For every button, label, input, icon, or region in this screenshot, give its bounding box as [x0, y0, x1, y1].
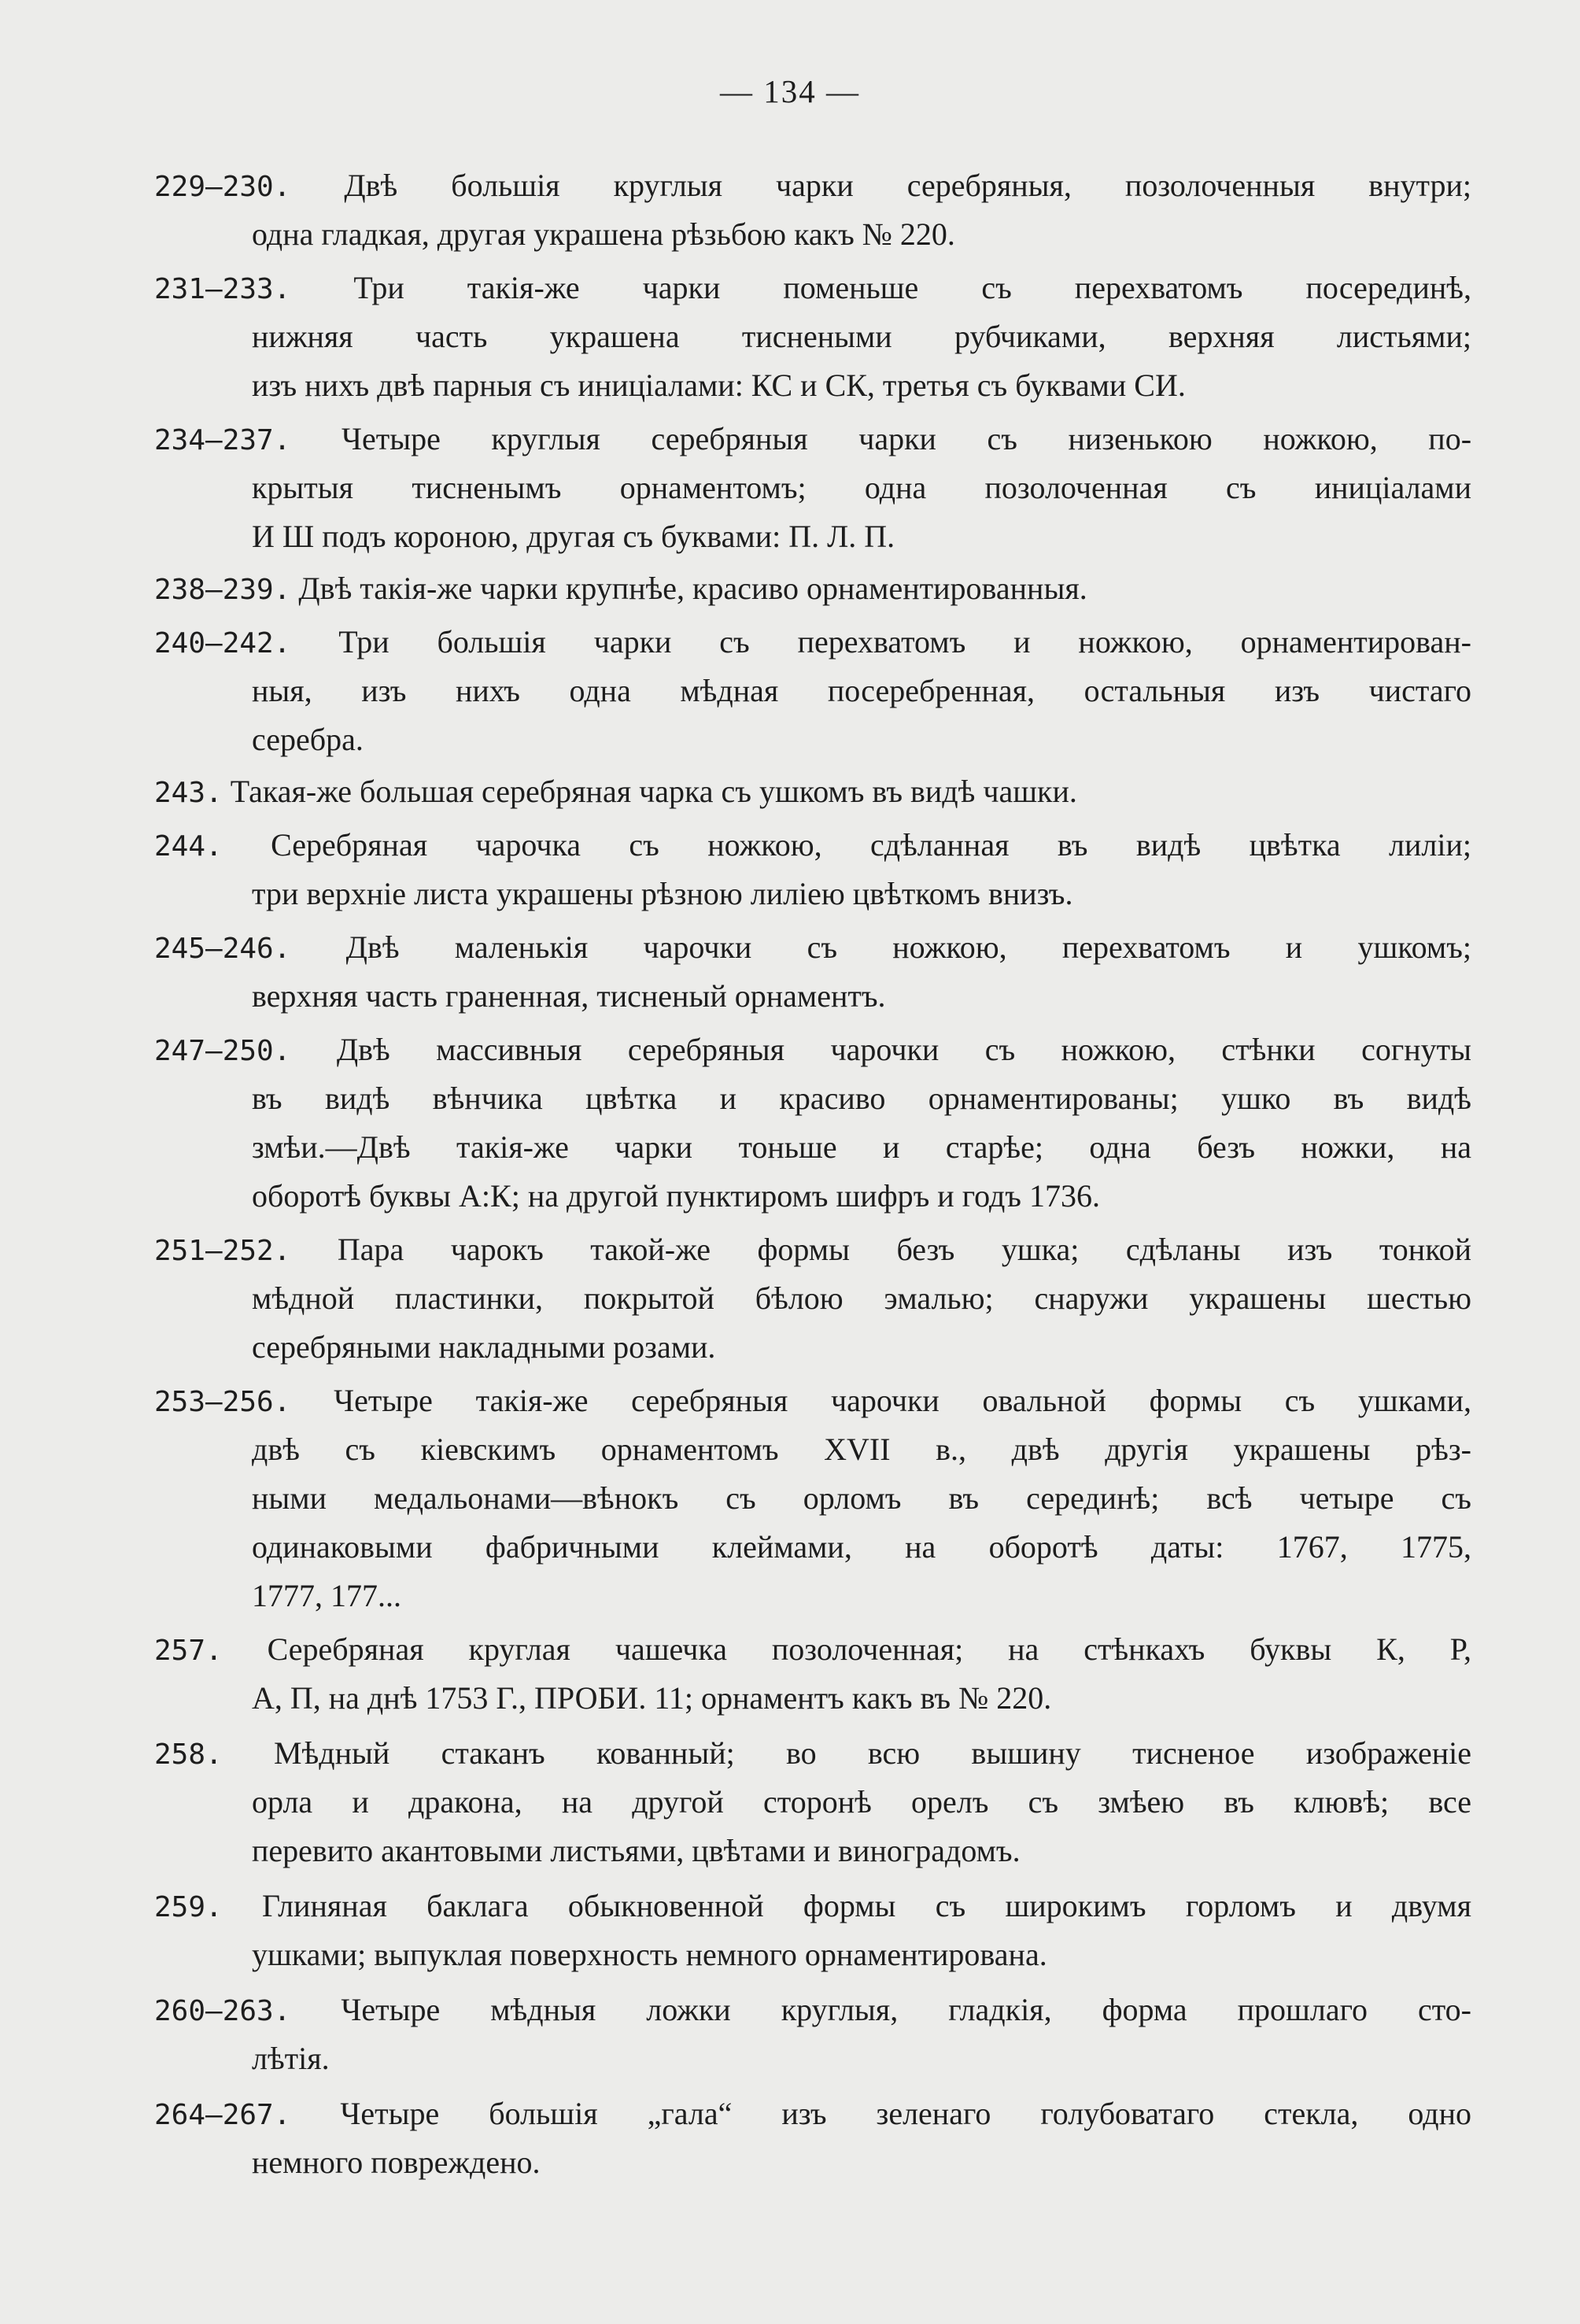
entry-line: верхняя часть граненная, тисненый орнаментъ. — [252, 978, 886, 1014]
entry-number: 243. — [154, 777, 223, 809]
catalog-entry — [154, 1225, 1471, 1372]
entry-first-line — [154, 1025, 1471, 1074]
entry-number: 257. — [154, 1635, 223, 1667]
entry-number: 245—246. — [154, 933, 291, 965]
entry-number: 253—256. — [154, 1386, 291, 1418]
catalog-entry — [154, 923, 1471, 1021]
entry-line: змѣи.—Двѣ такія-же чарки тоньше и старѣе; одна безъ ножки, на — [252, 1129, 1471, 1165]
entry-first-line — [154, 1625, 1471, 1674]
catalog-entry — [154, 1986, 1471, 2083]
entry-line: перевито акантовыми листьями, цвѣтами и виноградомъ. — [252, 1833, 1021, 1868]
entry-line: ушками; выпуклая поверхность немного орнаментирована. — [252, 1937, 1047, 1972]
entry-line: три верхніе листа украшены рѣзною лиліею цвѣткомъ внизъ. — [252, 876, 1073, 911]
entry-line: 1777, 177... — [252, 1578, 401, 1613]
entry-line: И Ш подъ короною, другая съ буквами: П. Л. П. — [252, 519, 895, 554]
entry-text: Пара чарокъ такой-же формы безъ ушка; сдѣланы изъ тонкой — [337, 1232, 1472, 1267]
catalog-entry — [154, 821, 1471, 918]
entry-first-line — [154, 767, 1471, 816]
catalog-entry — [154, 1376, 1471, 1620]
entry-text: Двѣ такія-же чарки крупнѣе, красиво орнаментированныя. — [298, 571, 1087, 606]
entry-text: Четыре круглыя серебряныя чарки съ низенькою ножкою, по- — [341, 421, 1472, 456]
entry-text: Двѣ маленькія чарочки съ ножкою, перехватомъ и ушкомъ; — [345, 929, 1472, 965]
entry-number: 234—237. — [154, 424, 291, 456]
entry-text: Двѣ большія круглыя чарки серебряныя, позолоченныя внутри; — [344, 168, 1472, 203]
entry-number: 238—239. — [154, 574, 291, 606]
entry-text: Четыре большія „гала“ изъ зеленаго голубоватаго стекла, одно — [340, 2096, 1471, 2131]
entry-number: 240—242. — [154, 627, 291, 660]
entry-first-line — [154, 161, 1471, 210]
entry-text: Мѣдный стаканъ кованный; во всю вышину тисненое изображеніе — [273, 1735, 1472, 1771]
entry-first-line — [154, 618, 1471, 667]
entry-number: 259. — [154, 1891, 223, 1923]
entry-line: ныя, изъ нихъ одна мѣдная посеребренная, остальныя изъ чистаго — [252, 673, 1471, 708]
entry-text: Четыре мѣдныя ложки круглыя, гладкія, форма прошлаго сто- — [341, 1992, 1471, 2027]
entry-first-line — [154, 1729, 1471, 1778]
entry-first-line — [154, 564, 1471, 613]
entry-first-line — [154, 264, 1471, 312]
catalog-entry — [154, 1729, 1471, 1875]
entry-line: ными медальонами—вѣнокъ съ орломъ въ серединѣ; всѣ четыре съ — [252, 1480, 1471, 1516]
entry-text: Двѣ массивныя серебряныя чарочки съ ножкою, стѣнки согнуты — [336, 1032, 1472, 1067]
entry-line: серебра. — [252, 722, 364, 757]
entry-text: Три большія чарки съ перехватомъ и ножкою, орнаментирован- — [338, 624, 1472, 660]
entry-number: 244. — [154, 830, 223, 863]
catalog-entry — [154, 564, 1471, 613]
entry-first-line — [154, 821, 1471, 870]
entry-first-line — [154, 415, 1471, 464]
catalog-entry — [154, 1625, 1471, 1723]
entry-first-line — [154, 1225, 1471, 1274]
entry-line: мѣдной пластинки, покрытой бѣлою эмалью; снаружи украшены шестью — [252, 1280, 1471, 1316]
catalog-entry — [154, 161, 1471, 259]
catalog-entry — [154, 2089, 1471, 2187]
entry-text: Три такія-же чарки поменьше съ перехватомъ посерединѣ, — [353, 270, 1471, 305]
catalog-entry — [154, 1025, 1471, 1221]
entry-line: одинаковыми фабричными клеймами, на оборотѣ даты: 1767, 1775, — [252, 1529, 1471, 1565]
entry-text: Серебряная круглая чашечка позолоченная; на стѣнкахъ буквы К, Р, — [267, 1631, 1471, 1667]
entry-line: орла и дракона, на другой сторонѣ орелъ съ змѣею въ клювѣ; все — [252, 1784, 1471, 1820]
catalog-entries — [154, 161, 1471, 2187]
entry-first-line — [154, 923, 1471, 972]
entry-line: лѣтія. — [252, 2041, 330, 2076]
entry-number: 231—233. — [154, 273, 291, 305]
entry-line: одна гладкая, другая украшена рѣзьбою какъ № 220. — [252, 216, 955, 252]
entry-first-line — [154, 1986, 1471, 2034]
entry-line: оборотѣ буквы А:К; на другой пунктиромъ шифръ и годъ 1736. — [252, 1178, 1100, 1214]
entry-text: Такая-же большая серебряная чарка съ ушкомъ въ видѣ чашки. — [230, 774, 1077, 809]
entry-line: крытыя тисненымъ орнаментомъ; одна позолоченная съ иниціалами — [252, 470, 1471, 505]
entry-number: 251—252. — [154, 1235, 291, 1267]
entry-number: 260—263. — [154, 1995, 291, 2027]
entry-line: изъ нихъ двѣ парныя съ иниціалами: КС и СК, третья съ буквами СИ. — [252, 368, 1186, 403]
entry-text: Четыре такія-же серебряныя чарочки овальной формы съ ушками, — [334, 1383, 1472, 1418]
entry-first-line — [154, 1376, 1471, 1425]
entry-text: Серебряная чарочка съ ножкою, сдѣланная въ видѣ цвѣтка лиліи; — [271, 827, 1472, 863]
entry-line: немного повреждено. — [252, 2145, 541, 2180]
entry-line: серебряными накладными розами. — [252, 1329, 716, 1365]
entry-number: 229—230. — [154, 171, 291, 203]
entry-line: въ видѣ вѣнчика цвѣтка и красиво орнаментированы; ушко въ видѣ — [252, 1081, 1471, 1116]
entry-first-line — [154, 2089, 1471, 2138]
entry-number: 258. — [154, 1738, 223, 1771]
entry-line: нижняя часть украшена тиснеными рубчиками, верхняя листьями; — [252, 319, 1471, 354]
catalog-entry — [154, 618, 1471, 764]
catalog-entry — [154, 767, 1471, 816]
catalog-entry — [154, 415, 1471, 561]
entry-text: Глиняная баклага обыкновенной формы съ широкимъ горломъ и двумя — [262, 1888, 1471, 1923]
entry-line: А, П, на днѣ 1753 Г., ПРОБИ. 11; орнаментъ какъ въ № 220. — [252, 1680, 1052, 1716]
entry-line: двѣ съ кіевскимъ орнаментомъ XVII в., двѣ другія украшены рѣз- — [252, 1432, 1471, 1467]
page-number: — 134 — — [720, 73, 860, 109]
entry-first-line — [154, 1882, 1471, 1931]
catalog-entry — [154, 1882, 1471, 1979]
entry-number: 264—267. — [154, 2099, 291, 2131]
catalog-entry — [154, 264, 1471, 410]
entry-number: 247—250. — [154, 1035, 291, 1067]
